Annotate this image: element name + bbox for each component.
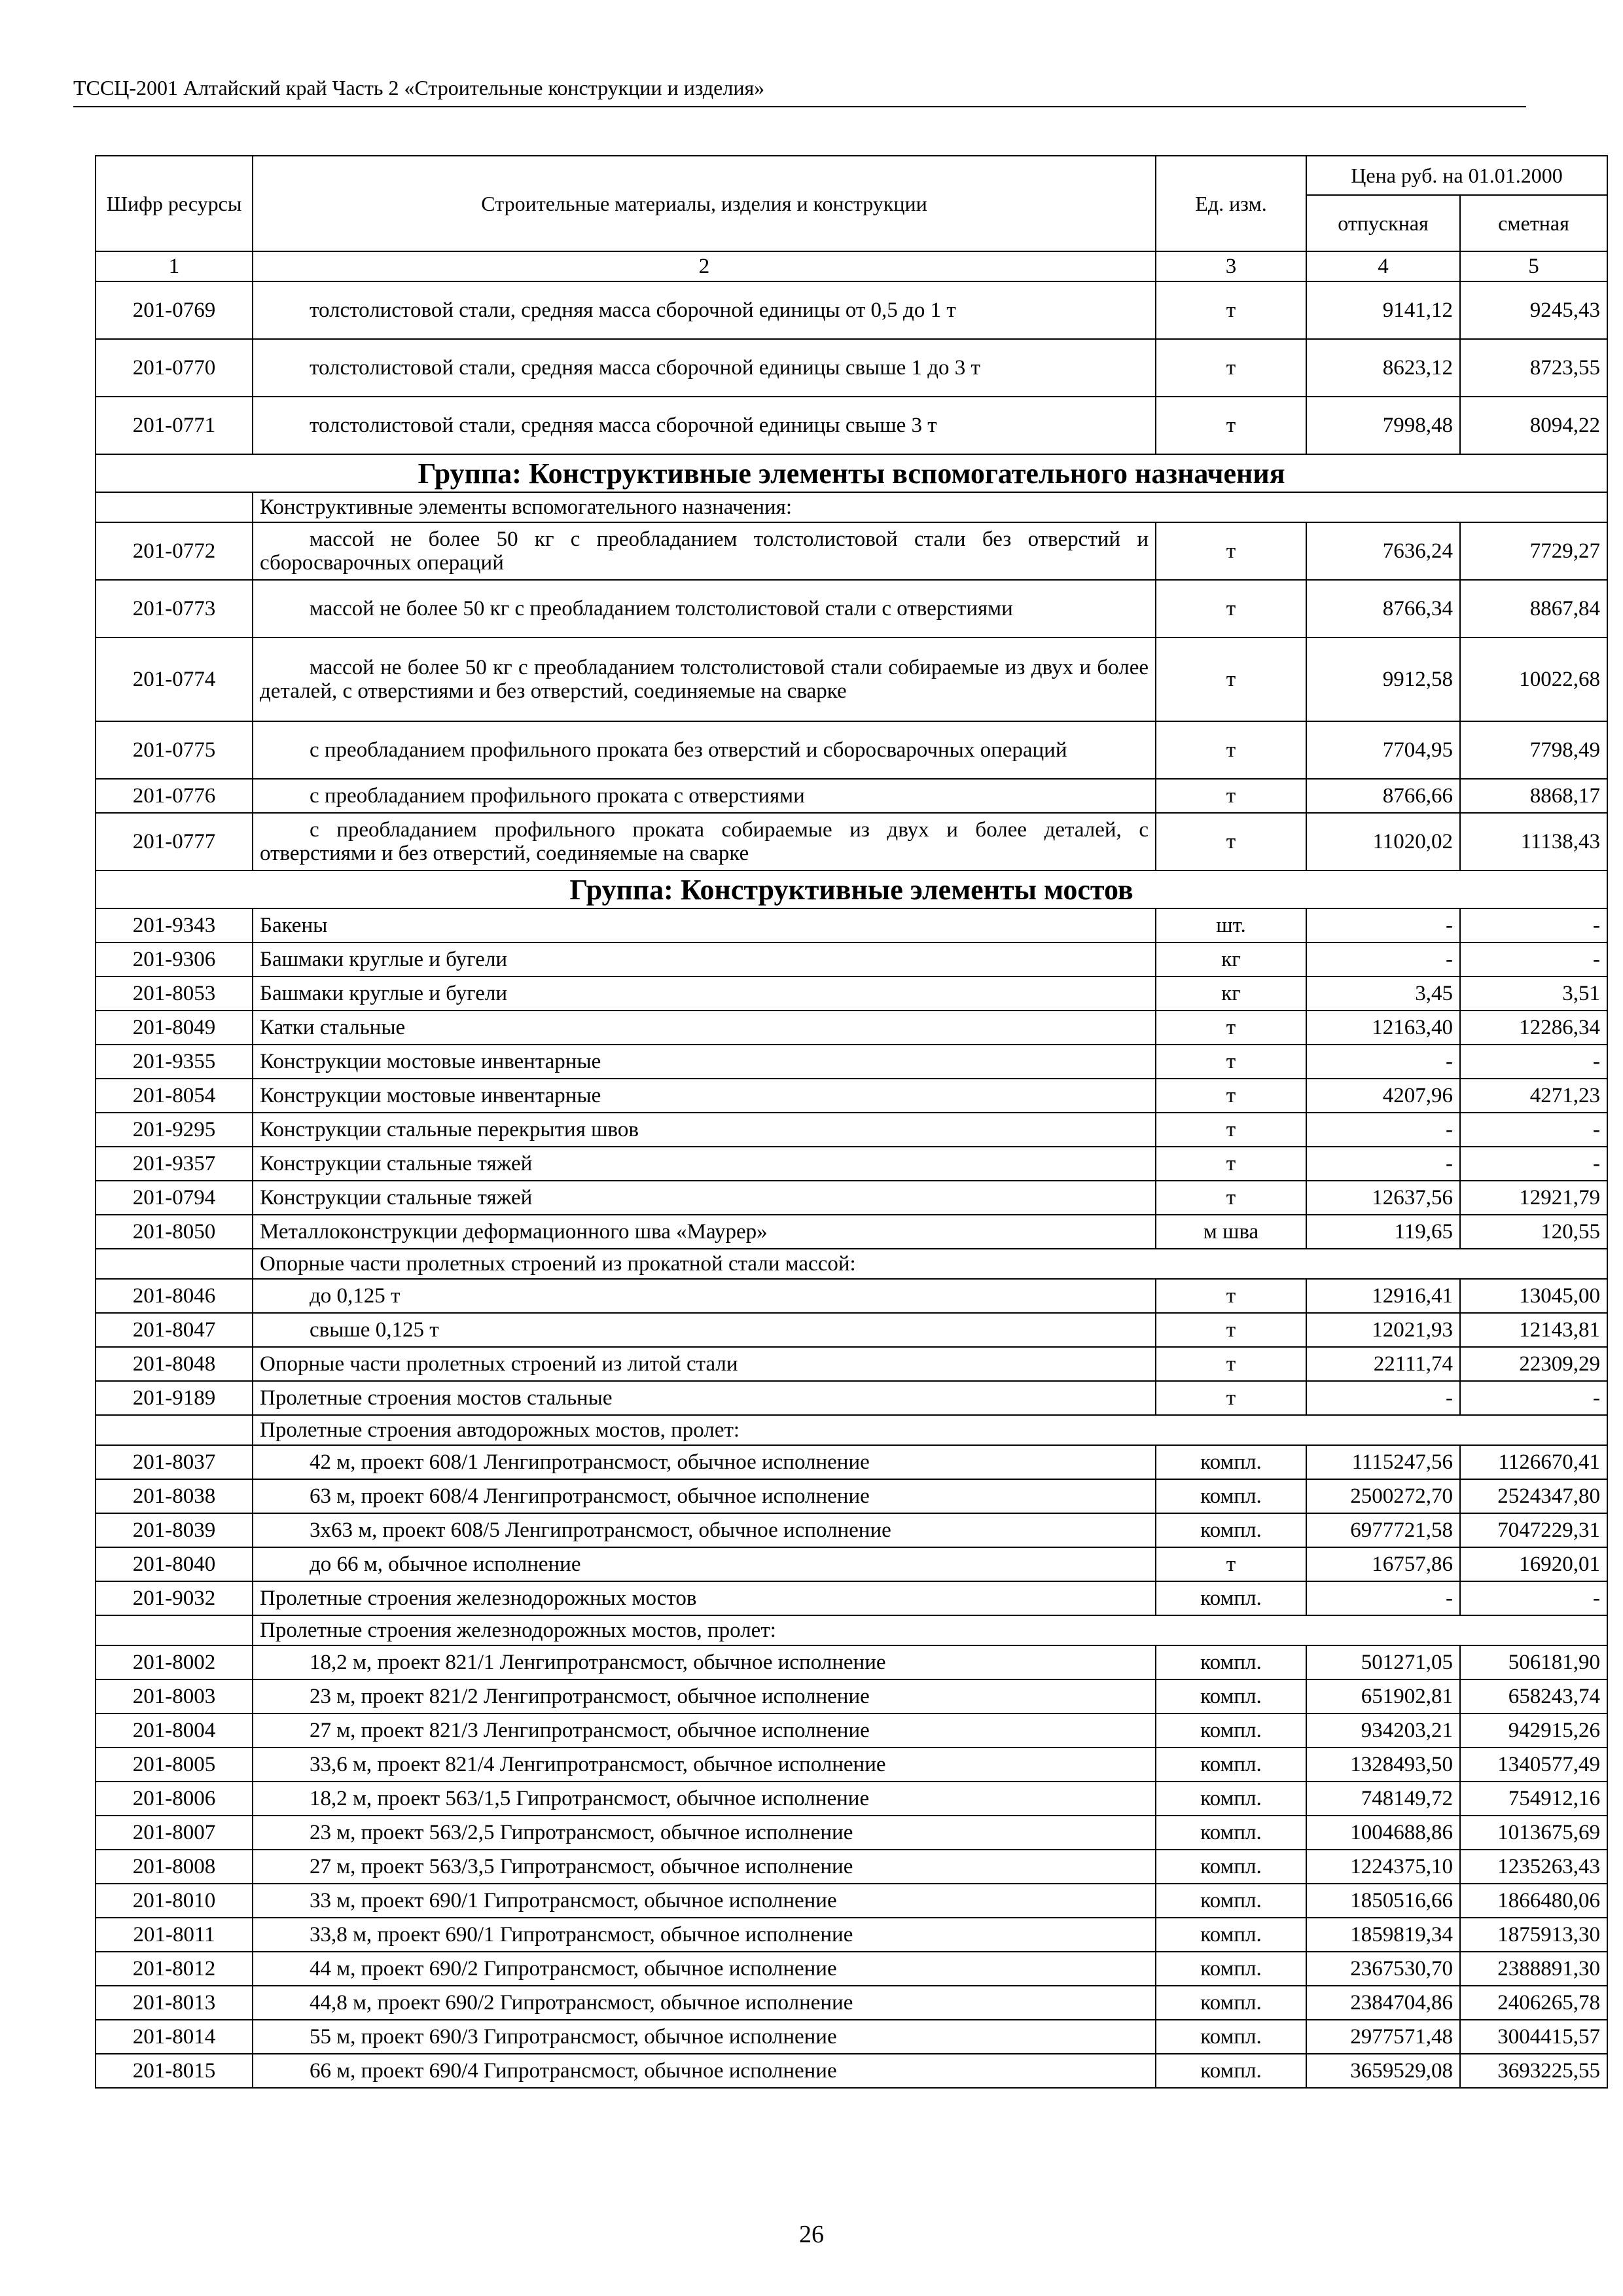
estimate-price: 10022,68: [1460, 637, 1607, 721]
material-name: 63 м, проект 608/4 Ленгипротрансмост, обычное исполнение: [253, 1479, 1156, 1513]
unit: т: [1156, 721, 1306, 779]
table-row: [96, 1181, 1607, 1215]
material-name: 33,8 м, проект 690/1 Гипротрансмост, обычное исполнение: [253, 1918, 1156, 1952]
release-price: 2500272,70: [1306, 1479, 1460, 1513]
material-name: Конструкции мостовые инвентарные: [253, 1079, 1156, 1113]
group-heading-row: [96, 454, 1607, 492]
material-name: 3х63 м, проект 608/5 Ленгипротрансмост, обычное исполнение: [253, 1513, 1156, 1547]
resource-code: 201-8002: [96, 1645, 253, 1679]
unit: компл.: [1156, 1748, 1306, 1782]
estimate-price: 4271,23: [1460, 1079, 1607, 1113]
column-number: 5: [1460, 251, 1607, 281]
table-row: [96, 397, 1607, 454]
column-number-row: [96, 251, 1607, 281]
table-row: [96, 721, 1607, 779]
table-row: [96, 2054, 1607, 2088]
header-release-label: отпускная: [1338, 211, 1429, 235]
estimate-price: 658243,74: [1460, 1679, 1607, 1713]
estimate-price: 1875913,30: [1460, 1918, 1607, 1952]
unit: компл.: [1156, 1513, 1306, 1547]
release-price: 3659529,08: [1306, 2054, 1460, 2088]
release-price: -: [1306, 1045, 1460, 1079]
unit: т: [1156, 1313, 1306, 1347]
estimate-price: -: [1460, 1113, 1607, 1147]
resource-code: 201-0777: [96, 813, 253, 870]
unit: т: [1156, 637, 1306, 721]
resource-code: 201-8008: [96, 1850, 253, 1884]
resource-code: 201-8005: [96, 1748, 253, 1782]
material-name: Пролетные строения железнодорожных мостов: [253, 1581, 1156, 1615]
material-name: Башмаки круглые и бугели: [253, 977, 1156, 1011]
table-row: [96, 1782, 1607, 1816]
material-name: 66 м, проект 690/4 Гипротрансмост, обычное исполнение: [253, 2054, 1156, 2088]
release-price: 6977721,58: [1306, 1513, 1460, 1547]
material-name: массой не более 50 кг с преобладанием толстолистовой стали без отверстий и сборосварочных операций: [253, 522, 1156, 580]
resource-code: 201-9306: [96, 942, 253, 977]
unit: шт.: [1156, 908, 1306, 942]
unit: т: [1156, 580, 1306, 637]
material-name: с преобладанием профильного проката с отверстиями: [253, 779, 1156, 813]
unit: т: [1156, 397, 1306, 454]
table-row: [96, 1113, 1607, 1147]
subheader-row: [96, 1415, 1607, 1445]
price-table-container: [95, 155, 1600, 2089]
unit: компл.: [1156, 1986, 1306, 2020]
table-row: [96, 1479, 1607, 1513]
table-row: [96, 1581, 1607, 1615]
resource-code: 201-8007: [96, 1816, 253, 1850]
unit: компл.: [1156, 2020, 1306, 2054]
release-price: 2977571,48: [1306, 2020, 1460, 2054]
estimate-price: 3693225,55: [1460, 2054, 1607, 2088]
table-row: [96, 1079, 1607, 1113]
unit: т: [1156, 1547, 1306, 1581]
empty-cell: [96, 1249, 253, 1279]
table-row: [96, 281, 1607, 339]
resource-code: 201-8046: [96, 1279, 253, 1313]
resource-code: 201-9355: [96, 1045, 253, 1079]
group-heading: Группа: Конструктивные элементы вспомогательного назначения: [96, 454, 1607, 492]
resource-code: 201-8037: [96, 1445, 253, 1479]
table-row: [96, 1952, 1607, 1986]
estimate-price: 8094,22: [1460, 397, 1607, 454]
unit: т: [1156, 1079, 1306, 1113]
release-price: 9141,12: [1306, 281, 1460, 339]
release-price: 7704,95: [1306, 721, 1460, 779]
resource-code: 201-8050: [96, 1215, 253, 1249]
release-price: 934203,21: [1306, 1713, 1460, 1748]
price-table: [95, 155, 1608, 2089]
unit: компл.: [1156, 2054, 1306, 2088]
table-row: [96, 1884, 1607, 1918]
resource-code: 201-8040: [96, 1547, 253, 1581]
header-estimate-label: сметная: [1498, 211, 1569, 235]
header-code: [96, 156, 253, 251]
material-name: толстолистовой стали, средняя масса сборочной единицы свыше 1 до 3 т: [253, 339, 1156, 397]
resource-code: 201-0772: [96, 522, 253, 580]
resource-code: 201-8003: [96, 1679, 253, 1713]
material-name: Бакены: [253, 908, 1156, 942]
header-unit: [1156, 156, 1306, 251]
estimate-price: 1235263,43: [1460, 1850, 1607, 1884]
material-name: Башмаки круглые и бугели: [253, 942, 1156, 977]
subheader-text: Пролетные строения железнодорожных мостов, пролет:: [253, 1615, 1607, 1645]
estimate-price: 2406265,78: [1460, 1986, 1607, 2020]
material-name: Металлоконструкции деформационного шва «Маурер»: [253, 1215, 1156, 1249]
table-row: [96, 339, 1607, 397]
table-row: [96, 637, 1607, 721]
header-code-label: Шифр ресурсы: [106, 191, 242, 215]
estimate-price: 942915,26: [1460, 1713, 1607, 1748]
material-name: 55 м, проект 690/3 Гипротрансмост, обычное исполнение: [253, 2020, 1156, 2054]
estimate-price: 754912,16: [1460, 1782, 1607, 1816]
estimate-price: 1866480,06: [1460, 1884, 1607, 1918]
material-name: 18,2 м, проект 563/1,5 Гипротрансмост, обычное исполнение: [253, 1782, 1156, 1816]
subheader-row: [96, 492, 1607, 522]
estimate-price: 1340577,49: [1460, 1748, 1607, 1782]
unit: компл.: [1156, 1782, 1306, 1816]
unit: компл.: [1156, 1952, 1306, 1986]
material-name: Конструкции стальные перекрытия швов: [253, 1113, 1156, 1147]
column-number: 1: [96, 251, 253, 281]
material-name: массой не более 50 кг с преобладанием толстолистовой стали собираемые из двух и более деталей, с отверстиями и без отверстий, соединяемые на сварке: [253, 637, 1156, 721]
table-body: [96, 281, 1607, 2088]
resource-code: 201-9189: [96, 1381, 253, 1415]
estimate-price: 3004415,57: [1460, 2020, 1607, 2054]
resource-code: 201-8013: [96, 1986, 253, 2020]
header-estimate-price: [1460, 195, 1607, 251]
release-price: 9912,58: [1306, 637, 1460, 721]
unit: кг: [1156, 977, 1306, 1011]
estimate-price: 1013675,69: [1460, 1816, 1607, 1850]
unit: компл.: [1156, 1918, 1306, 1952]
header-release-price: [1306, 195, 1460, 251]
unit: т: [1156, 281, 1306, 339]
release-price: -: [1306, 1147, 1460, 1181]
release-price: 3,45: [1306, 977, 1460, 1011]
subheader-text: Пролетные строения автодорожных мостов, пролет:: [253, 1415, 1607, 1445]
release-price: 1850516,66: [1306, 1884, 1460, 1918]
table-row: [96, 1011, 1607, 1045]
estimate-price: 3,51: [1460, 977, 1607, 1011]
unit: м шва: [1156, 1215, 1306, 1249]
group-heading-row: [96, 870, 1607, 908]
unit: т: [1156, 1113, 1306, 1147]
unit: т: [1156, 1181, 1306, 1215]
release-price: 8623,12: [1306, 339, 1460, 397]
release-price: 501271,05: [1306, 1645, 1460, 1679]
resource-code: 201-8015: [96, 2054, 253, 2088]
unit: компл.: [1156, 1713, 1306, 1748]
estimate-price: -: [1460, 1147, 1607, 1181]
table-row: [96, 1279, 1607, 1313]
unit: компл.: [1156, 1479, 1306, 1513]
page-header: [73, 73, 1526, 107]
release-price: -: [1306, 908, 1460, 942]
table-row: [96, 2020, 1607, 2054]
material-name: 18,2 м, проект 821/1 Ленгипротрансмост, обычное исполнение: [253, 1645, 1156, 1679]
document-title: ТССЦ-2001 Алтайский край Часть 2 «Строительные конструкции и изделия»: [73, 76, 765, 99]
material-name: 44,8 м, проект 690/2 Гипротрансмост, обычное исполнение: [253, 1986, 1156, 2020]
material-name: 42 м, проект 608/1 Ленгипротрансмост, обычное исполнение: [253, 1445, 1156, 1479]
group-heading: Группа: Конструктивные элементы мостов: [96, 870, 1607, 908]
table-row: [96, 1215, 1607, 1249]
unit: т: [1156, 1011, 1306, 1045]
column-number: 3: [1156, 251, 1306, 281]
unit: кг: [1156, 942, 1306, 977]
estimate-price: 1126670,41: [1460, 1445, 1607, 1479]
release-price: 1115247,56: [1306, 1445, 1460, 1479]
unit: компл.: [1156, 1679, 1306, 1713]
resource-code: 201-8014: [96, 2020, 253, 2054]
resource-code: 201-8011: [96, 1918, 253, 1952]
estimate-price: 22309,29: [1460, 1347, 1607, 1381]
unit: т: [1156, 1045, 1306, 1079]
estimate-price: -: [1460, 1581, 1607, 1615]
material-name: 44 м, проект 690/2 Гипротрансмост, обычное исполнение: [253, 1952, 1156, 1986]
resource-code: 201-0770: [96, 339, 253, 397]
estimate-price: 7047229,31: [1460, 1513, 1607, 1547]
release-price: 8766,34: [1306, 580, 1460, 637]
table-row: [96, 813, 1607, 870]
unit: компл.: [1156, 1445, 1306, 1479]
table-row: [96, 1918, 1607, 1952]
estimate-price: -: [1460, 1045, 1607, 1079]
table-row: [96, 779, 1607, 813]
header-name: [253, 156, 1156, 251]
release-price: -: [1306, 1581, 1460, 1615]
material-name: 23 м, проект 563/2,5 Гипротрансмост, обычное исполнение: [253, 1816, 1156, 1850]
unit: т: [1156, 1147, 1306, 1181]
column-number: 4: [1306, 251, 1460, 281]
header-unit-label: Ед. изм.: [1195, 191, 1267, 215]
resource-code: 201-8039: [96, 1513, 253, 1547]
empty-cell: [96, 1615, 253, 1645]
subheader-row: [96, 1615, 1607, 1645]
estimate-price: 9245,43: [1460, 281, 1607, 339]
resource-code: 201-0769: [96, 281, 253, 339]
estimate-price: 7798,49: [1460, 721, 1607, 779]
release-price: 12021,93: [1306, 1313, 1460, 1347]
material-name: свыше 0,125 т: [253, 1313, 1156, 1347]
table-row: [96, 942, 1607, 977]
resource-code: 201-8006: [96, 1782, 253, 1816]
release-price: 119,65: [1306, 1215, 1460, 1249]
estimate-price: 13045,00: [1460, 1279, 1607, 1313]
resource-code: 201-0775: [96, 721, 253, 779]
release-price: 16757,86: [1306, 1547, 1460, 1581]
unit: т: [1156, 779, 1306, 813]
estimate-price: -: [1460, 908, 1607, 942]
resource-code: 201-8047: [96, 1313, 253, 1347]
estimate-price: -: [1460, 1381, 1607, 1415]
release-price: 2384704,86: [1306, 1986, 1460, 2020]
empty-cell: [96, 1415, 253, 1445]
subheader-text: Опорные части пролетных строений из прокатной стали массой:: [253, 1249, 1607, 1279]
estimate-price: 16920,01: [1460, 1547, 1607, 1581]
estimate-price: 506181,90: [1460, 1645, 1607, 1679]
table-row: [96, 1816, 1607, 1850]
release-price: -: [1306, 1381, 1460, 1415]
release-price: 4207,96: [1306, 1079, 1460, 1113]
resource-code: 201-8053: [96, 977, 253, 1011]
resource-code: 201-9343: [96, 908, 253, 942]
unit: т: [1156, 1279, 1306, 1313]
table-row: [96, 1547, 1607, 1581]
material-name: до 66 м, обычное исполнение: [253, 1547, 1156, 1581]
material-name: до 0,125 т: [253, 1279, 1156, 1313]
material-name: массой не более 50 кг с преобладанием толстолистовой стали с отверстиями: [253, 580, 1156, 637]
release-price: 12163,40: [1306, 1011, 1460, 1045]
material-name: Опорные части пролетных строений из литой стали: [253, 1347, 1156, 1381]
estimate-price: 2388891,30: [1460, 1952, 1607, 1986]
material-name: Конструкции мостовые инвентарные: [253, 1045, 1156, 1079]
unit: компл.: [1156, 1645, 1306, 1679]
release-price: 8766,66: [1306, 779, 1460, 813]
unit: т: [1156, 1347, 1306, 1381]
release-price: 651902,81: [1306, 1679, 1460, 1713]
release-price: 1859819,34: [1306, 1918, 1460, 1952]
release-price: -: [1306, 942, 1460, 977]
resource-code: 201-9032: [96, 1581, 253, 1615]
material-name: Катки стальные: [253, 1011, 1156, 1045]
release-price: 12637,56: [1306, 1181, 1460, 1215]
material-name: 27 м, проект 821/3 Ленгипротрансмост, обычное исполнение: [253, 1713, 1156, 1748]
release-price: 22111,74: [1306, 1347, 1460, 1381]
release-price: 748149,72: [1306, 1782, 1460, 1816]
estimate-price: 12286,34: [1460, 1011, 1607, 1045]
resource-code: 201-8054: [96, 1079, 253, 1113]
estimate-price: 8868,17: [1460, 779, 1607, 813]
unit: компл.: [1156, 1884, 1306, 1918]
unit: компл.: [1156, 1850, 1306, 1884]
table-row: [96, 1850, 1607, 1884]
estimate-price: 2524347,80: [1460, 1479, 1607, 1513]
estimate-price: -: [1460, 942, 1607, 977]
unit: т: [1156, 339, 1306, 397]
estimate-price: 7729,27: [1460, 522, 1607, 580]
unit: т: [1156, 1381, 1306, 1415]
resource-code: 201-0771: [96, 397, 253, 454]
release-price: 7636,24: [1306, 522, 1460, 580]
resource-code: 201-9357: [96, 1147, 253, 1181]
material-name: 33 м, проект 690/1 Гипротрансмост, обычное исполнение: [253, 1884, 1156, 1918]
material-name: 33,6 м, проект 821/4 Ленгипротрансмост, обычное исполнение: [253, 1748, 1156, 1782]
table-row: [96, 580, 1607, 637]
table-row: [96, 1313, 1607, 1347]
resource-code: 201-9295: [96, 1113, 253, 1147]
page-number: 26: [799, 2221, 824, 2248]
release-price: 11020,02: [1306, 813, 1460, 870]
material-name: 23 м, проект 821/2 Ленгипротрансмост, обычное исполнение: [253, 1679, 1156, 1713]
resource-code: 201-8048: [96, 1347, 253, 1381]
resource-code: 201-8012: [96, 1952, 253, 1986]
material-name: с преобладанием профильного проката собираемые из двух и более деталей, с отверстиями и без отверстий, соединяемые на сварке: [253, 813, 1156, 870]
empty-cell: [96, 492, 253, 522]
estimate-price: 8723,55: [1460, 339, 1607, 397]
unit: компл.: [1156, 1816, 1306, 1850]
material-name: с преобладанием профильного проката без отверстий и сборосварочных операций: [253, 721, 1156, 779]
header-name-label: Строительные материалы, изделия и конструкции: [481, 191, 927, 215]
resource-code: 201-0773: [96, 580, 253, 637]
subheader-row: [96, 1249, 1607, 1279]
estimate-price: 120,55: [1460, 1215, 1607, 1249]
estimate-price: 11138,43: [1460, 813, 1607, 870]
resource-code: 201-8038: [96, 1479, 253, 1513]
resource-code: 201-8049: [96, 1011, 253, 1045]
resource-code: 201-0774: [96, 637, 253, 721]
material-name: Конструкции стальные тяжей: [253, 1147, 1156, 1181]
column-number: 2: [253, 251, 1156, 281]
table-row: [96, 1445, 1607, 1479]
resource-code: 201-0794: [96, 1181, 253, 1215]
table-row: [96, 977, 1607, 1011]
resource-code: 201-8010: [96, 1884, 253, 1918]
material-name: 27 м, проект 563/3,5 Гипротрансмост, обычное исполнение: [253, 1850, 1156, 1884]
release-price: 12916,41: [1306, 1279, 1460, 1313]
table-row: [96, 1679, 1607, 1713]
table-row: [96, 1748, 1607, 1782]
table-row: [96, 1381, 1607, 1415]
unit: т: [1156, 813, 1306, 870]
unit: т: [1156, 522, 1306, 580]
subheader-text: Конструктивные элементы вспомогательного назначения:: [253, 492, 1607, 522]
material-name: толстолистовой стали, средняя масса сборочной единицы от 0,5 до 1 т: [253, 281, 1156, 339]
estimate-price: 12921,79: [1460, 1181, 1607, 1215]
release-price: 7998,48: [1306, 397, 1460, 454]
table-row: [96, 1045, 1607, 1079]
table-row: [96, 1713, 1607, 1748]
material-name: Пролетные строения мостов стальные: [253, 1381, 1156, 1415]
resource-code: 201-8004: [96, 1713, 253, 1748]
table-row: [96, 1986, 1607, 2020]
resource-code: 201-0776: [96, 779, 253, 813]
table-row: [96, 1645, 1607, 1679]
release-price: 1328493,50: [1306, 1748, 1460, 1782]
header-price-label: Цена руб. на 01.01.2000: [1351, 163, 1563, 187]
unit: компл.: [1156, 1581, 1306, 1615]
release-price: 1224375,10: [1306, 1850, 1460, 1884]
table-row: [96, 908, 1607, 942]
estimate-price: 12143,81: [1460, 1313, 1607, 1347]
header-price: [1306, 156, 1607, 195]
table-row: [96, 522, 1607, 580]
table-row: [96, 1347, 1607, 1381]
material-name: толстолистовой стали, средняя масса сборочной единицы свыше 3 т: [253, 397, 1156, 454]
material-name: Конструкции стальные тяжей: [253, 1181, 1156, 1215]
table-row: [96, 1147, 1607, 1181]
release-price: 2367530,70: [1306, 1952, 1460, 1986]
release-price: 1004688,86: [1306, 1816, 1460, 1850]
release-price: -: [1306, 1113, 1460, 1147]
table-row: [96, 1513, 1607, 1547]
estimate-price: 8867,84: [1460, 580, 1607, 637]
